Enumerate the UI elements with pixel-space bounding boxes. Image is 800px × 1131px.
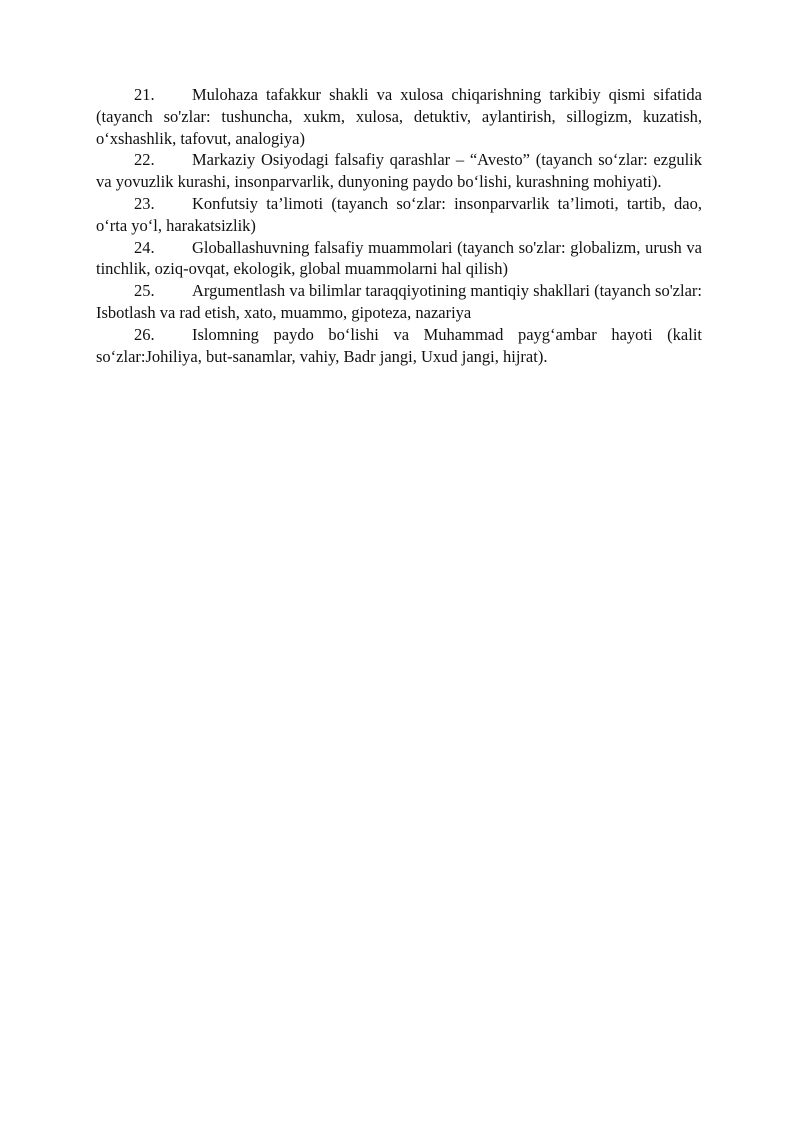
item-text: Markaziy Osiyodagi falsafiy qarashlar – “Avesto” (tayanch so‘zlar: ezgulik va yovuzlik kurashi, insonparvarlik, dunyoning paydo bo‘lishi, kurashning mohiyati). — [96, 150, 702, 192]
list-item — [96, 84, 702, 149]
list-item — [96, 324, 702, 368]
item-text: Mulohaza tafakkur shakli va xulosa chiqarishning tarkibiy qismi sifatida (tayanch so'zlar: tushuncha, xukm, xulosa, detuktiv, aylantirish, sillogizm, kuzatish, o‘xshashlik, tafovut, analogiya) — [96, 85, 702, 148]
list-item — [96, 237, 702, 281]
list-item — [96, 149, 702, 193]
numbered-list — [96, 84, 702, 367]
item-number: 26. — [134, 324, 155, 344]
item-text: Konfutsiy ta’limoti (tayanch so‘zlar: insonparvarlik ta’limoti, tartib, dao, o‘rta yo‘l, harakatsizlik) — [96, 193, 702, 235]
item-number: 23. — [134, 193, 155, 213]
list-item — [96, 280, 702, 324]
item-number: 25. — [134, 281, 155, 301]
list-item — [96, 193, 702, 237]
item-number: 22. — [134, 150, 155, 170]
item-number: 21. — [134, 85, 155, 104]
item-number: 24. — [134, 237, 155, 257]
item-text: Islomning paydo bo‘lishi va Muhammad payg‘ambar hayoti (kalit so‘zlar:Johiliya, but-sanamlar, vahiy, Badr jangi, Uxud jangi, hijrat). — [96, 324, 702, 366]
item-text: Globallashuvning falsafiy muammolari (tayanch so'zlar: globalizm, urush va tinchlik, oziq-ovqat, ekologik, global muammolarni hal qilish) — [96, 237, 702, 279]
item-text: Argumentlash va bilimlar taraqqiyotining mantiqiy shakllari (tayanch so'zlar: Isbotlash va rad etish, xato, muammo, gipoteza, nazariya — [96, 281, 702, 322]
